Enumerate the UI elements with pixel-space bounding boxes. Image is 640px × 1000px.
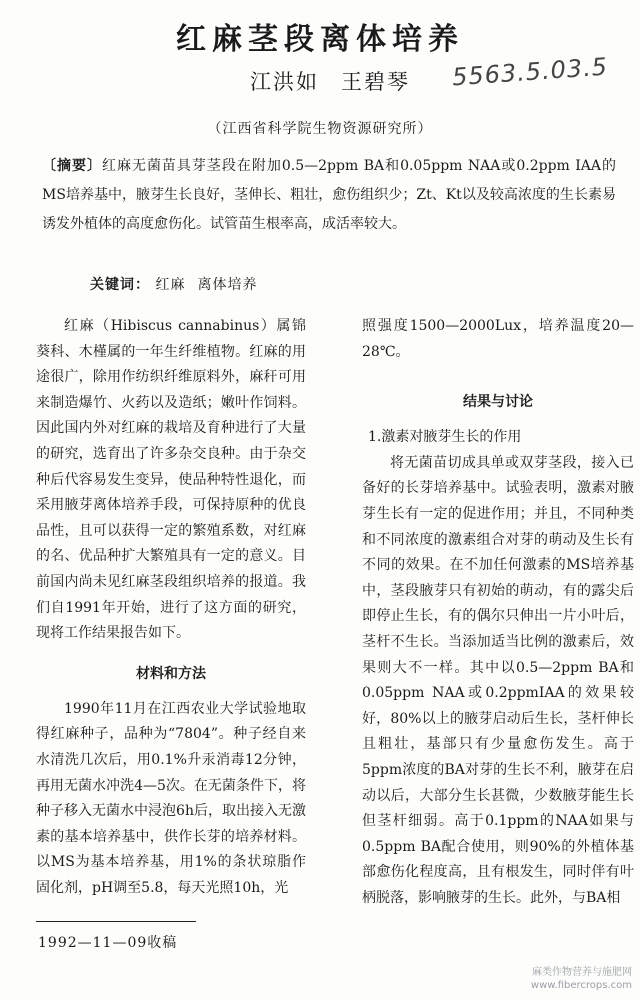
handwritten-code: 5563.5.03.5 <box>451 52 609 92</box>
right-column <box>362 314 634 911</box>
received-date-note: 1992—11—09收稿 <box>38 935 178 951</box>
methods-continuation: 照强度1500—2000Lux，培养温度20—28℃。 <box>362 318 634 360</box>
site-watermark <box>531 966 632 992</box>
results-paragraph: 将无菌苗切成具单或双芽茎段，接入已备好的长芽培养基中。试验表明，激素对腋芽生长有一定的促进作用；并且，不同种类和不同浓度的激素组合对芽的萌动及生长有不同的效果。在不加任何激素的MS培养基中，茎段腋芽只有初始的萌动，有的露尖后即停止生长，有的偶尔只伸出一片小叶后，茎杆不生长。当添加适当比例的激素后，效果则大不一样。其中以0.5—2ppm BA和0.05ppm NAA或0.2ppmIAA的效果较好，80%以上的腋芽启动后生长，茎杆伸长且粗壮，基部只有少量愈伤发生。高于5ppm浓度的BA对芽的生长不利，腋芽在启动以后，大部分生长甚微，少数腋芽能生长但茎杆细弱。高于0.1ppm的NAA如果与0.5ppm BA配合使用，则90%的外植体基部愈伤化程度高，且有根发生，同时伴有叶柄脱落，影响腋芽的生长。此外，与BA相 <box>362 454 634 906</box>
results-heading: 结果与讨论 <box>463 394 533 411</box>
subsection-heading: 1.激素对腋芽生长的作用 <box>368 429 522 446</box>
methods-paragraph: 1990年11月在江西农业大学试验地取得红麻种子，品种为“7804”。种子经自来水清洗几次后，用0.1%升汞消毒12分钟，再用无菌水冲洗4—5次。在无菌条件下，将种子移入无菌水中浸泡6h后，取出接入无激素的基本培养基中，供作长芽的培养材料。以MS为基本培养基，用1%的条状琼脂作固化剂，pH调至5.8，每天光照10h，光 <box>36 700 306 896</box>
keyword: 离体培养 <box>197 277 258 293</box>
keywords-label: 关键词： <box>90 277 150 293</box>
author-list <box>250 66 410 96</box>
author-name: 江洪如 <box>250 70 319 94</box>
abstract-text: 红麻无菌苗具芽茎段在附加0.5—2ppm BA和0.05ppm NAA或0.2ppm IAA的MS培养基中，腋芽生长良好，茎伸长、粗壮，愈伤组织少；Zt、Kt以及较高浓度的生长素易诱发外植体的高度愈伤化。试管苗生根率高，成活率较大。 <box>42 158 616 232</box>
watermark-line: 麻类作物营养与施肥网 <box>532 967 632 978</box>
left-column <box>36 314 306 901</box>
affiliation: （江西省科学院生物资源研究所） <box>207 121 433 137</box>
keyword: 红麻 <box>155 277 186 293</box>
author-name: 王碧琴 <box>341 70 410 94</box>
methods-heading: 材料和方法 <box>136 665 206 682</box>
intro-paragraph: 红麻（Hibiscus cannabinus）属锦葵科、木槿属的一年生纤维植物。红麻的用途很广，除用作纺织纤维原料外，麻秆可用来制造爆竹、火药以及造纸；嫩叶作饲料。因此国内外对红麻的栽培及育种进行了大量的研究，选育出了许多杂交良种。由于杂交种后代容易发生变异，使品种特性退化，而采用腋芽离体培养手段，可保持原种的优良品性，且可以获得一定的繁殖系数，对红麻的名、优品种扩大繁殖具有一定的意义。目前国内尚未见红麻茎段组织培养的报道。我们自1991年开始，进行了这方面的研究，现将工作结果报告如下。 <box>36 318 306 642</box>
paper-title: 红麻茎段离体培养 <box>176 22 464 57</box>
keywords <box>90 274 257 294</box>
abstract-label: 〔摘要〕 <box>42 158 102 174</box>
watermark-line: www.fibercrops.com <box>530 980 632 991</box>
footnote-rule <box>36 921 196 922</box>
abstract <box>42 152 616 239</box>
